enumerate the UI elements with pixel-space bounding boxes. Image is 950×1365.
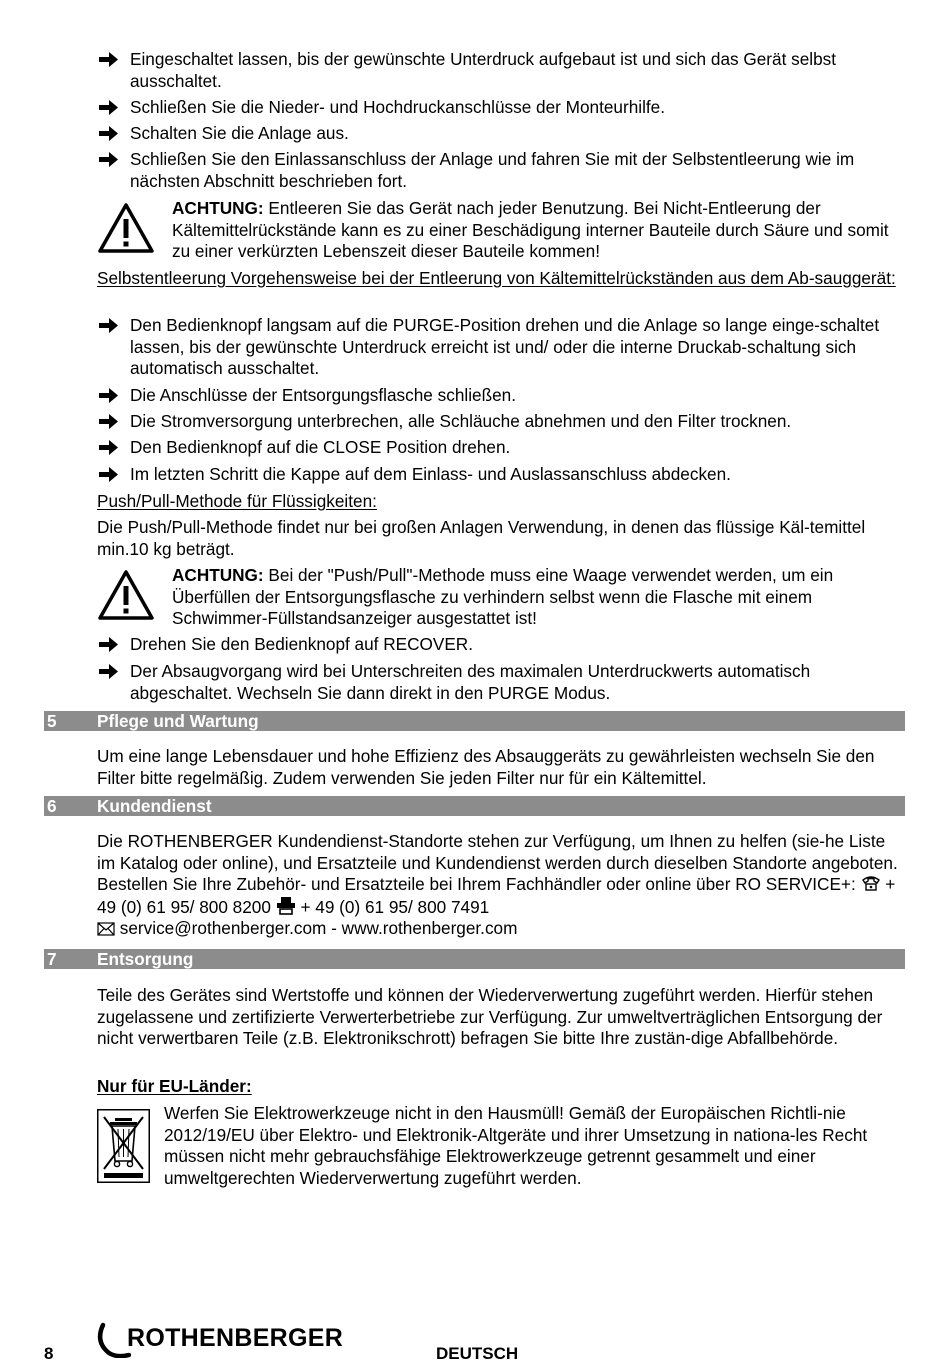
arrow-right-icon xyxy=(97,315,119,336)
bullet-text: Die Anschlüsse der Entsorgungsflasche schließen. xyxy=(130,385,516,405)
arrow-right-icon xyxy=(97,411,119,432)
arrow-right-icon xyxy=(97,97,119,118)
warning-box xyxy=(97,198,905,263)
eu-disposal-text: Werfen Sie Elektrowerkzeuge nicht in den Hausmüll! Gemäß der Europäischen Richtli-nie 2012/19/EU über Elektro- und Elektronik-Altgeräte und ihrer Umsetzung in nationa-les Recht müssen nicht mehr gebrauchsfähige Elektrowerkzeuge getrennt gesammelt und einer umweltgerechten Wiederverwertung zugeführt werden. xyxy=(164,1103,868,1188)
bullet-text: Im letzten Schritt die Kappe auf dem Einlass- und Auslassanschluss abdecken. xyxy=(130,464,731,484)
section-header-7 xyxy=(44,949,905,969)
bullet-text: Den Bedienknopf langsam auf die PURGE-Position drehen und die Anlage so lange einge-schaltet lassen, bis der gewünschte Unterdruck erreicht ist und/ oder die interne Druckab-schaltung sich automatisch ausschaltet. xyxy=(130,315,880,378)
eu-heading: Nur für EU-Länder: xyxy=(97,1076,252,1096)
intro-bullet xyxy=(97,123,905,145)
bullet-text: Die Stromversorgung unterbrechen, alle Schläuche abnehmen und den Filter trocknen. xyxy=(130,411,792,431)
self-empty-bullet xyxy=(97,464,905,486)
intro-bullet xyxy=(97,149,905,192)
arrow-right-icon xyxy=(97,49,119,70)
bullet-text: Der Absaugvorgang wird bei Unterschreiten des maximalen Unterdruckwerts automatisch abgeschaltet. Wechseln Sie dann direkt in den PURGE Modus. xyxy=(130,661,811,703)
warning-triangle-icon xyxy=(97,202,155,254)
self-empty-bullet xyxy=(97,315,905,380)
warning-box xyxy=(97,565,905,630)
bullet-text: Drehen Sie den Bedienknopf auf RECOVER. xyxy=(130,634,473,654)
self-empty-bullet xyxy=(97,437,905,459)
push-pull-heading: Push/Pull-Methode für Flüssigkeiten: xyxy=(97,491,377,511)
section-number: 7 xyxy=(47,949,57,969)
self-empty-bullet xyxy=(97,385,905,407)
push-pull-bullet xyxy=(97,661,905,704)
page-number: 8 xyxy=(44,1344,54,1363)
section6-text xyxy=(97,831,905,940)
section-number: 6 xyxy=(47,796,57,816)
push-pull-text: Die Push/Pull-Methode findet nur bei großen Anlagen Verwendung, in denen das flüssige Käl-temittel min.10 kg beträgt. xyxy=(97,517,866,559)
section5-text: Um eine lange Lebensdauer und hohe Effizienz des Absauggeräts zu gewährleisten wechseln Sie den Filter bitte regelmäßig. Zudem verwenden Sie jeden Filter nur für ein Kältemittel. xyxy=(97,746,875,788)
phone-icon xyxy=(861,875,881,892)
arrow-right-icon xyxy=(97,464,119,485)
section7-text: Teile des Gerätes sind Wertstoffe und können der Wiederverwertung zugeführt werden. Hierfür stehen zugelassene und zertifizierte Verwerterbetriebe zur Verfügung. Zur umweltverträglichen Entsorgung der nicht verwertbaren Teile (z.B. Elektronikschrott) befragen Sie bitte Ihre zustän-dige Abfallbehörde. xyxy=(97,985,883,1048)
section-number: 5 xyxy=(47,711,57,731)
mail-icon xyxy=(97,922,115,936)
phone-number: + 49 (0) 61 95/ 800 8200 xyxy=(97,874,896,917)
warning-text: Bei der "Push/Pull"-Methode muss eine Waage verwendet werden, um ein Überfüllen der Entsorgungsflasche zu verhindern selbst wenn die Flasche mit einem Schwimmer-Füllstandsanzeiger ausgestattet ist! xyxy=(172,565,834,628)
email-website: service@rothenberger.com - www.rothenberger.com xyxy=(115,918,518,938)
section-title: Pflege und Wartung xyxy=(97,711,259,731)
bullet-text: Schließen Sie die Nieder- und Hochdruckanschlüsse der Monteurhilfe. xyxy=(130,97,666,117)
arrow-right-icon xyxy=(97,123,119,144)
arrow-right-icon xyxy=(97,385,119,406)
arrow-right-icon xyxy=(97,149,119,170)
section-header-6 xyxy=(44,796,905,816)
brand-name: ROTHENBERGER xyxy=(127,1324,344,1352)
weee-bin-icon xyxy=(97,1109,150,1183)
warning-triangle-icon xyxy=(97,569,155,621)
section-title: Entsorgung xyxy=(97,949,194,969)
service-text: Die ROTHENBERGER Kundendienst-Standorte stehen zur Verfügung, um Ihnen zu helfen (sie-he Liste im Katalog oder online), und Ersatzteile und Kundendienst werden durch dieselben Standorte angeboten. Bestellen Sie Ihre Zubehör- und Ersatzteile bei Ihrem Fachhändler oder online über RO SERVICE+: xyxy=(97,831,898,894)
bullet-text: Den Bedienknopf auf die CLOSE Position drehen. xyxy=(130,437,511,457)
arrow-right-icon xyxy=(97,661,119,682)
fax-icon xyxy=(276,896,296,915)
warning-label: ACHTUNG: xyxy=(172,198,264,218)
section-title: Kundendienst xyxy=(97,796,212,816)
intro-bullet xyxy=(97,49,905,92)
warning-text: Entleeren Sie das Gerät nach jeder Benutzung. Bei Nicht-Entleerung der Kältemittelrückstände kann es zu einer Beschädigung interner Bauteile durch Säure und somit zu einer verkürzten Lebenszeit dieser Bauteile kommen! xyxy=(172,198,889,261)
language-label: DEUTSCH xyxy=(436,1344,519,1363)
warning-label: ACHTUNG: xyxy=(172,565,264,585)
self-empty-bullet xyxy=(97,411,905,433)
rothenberger-logo xyxy=(97,1322,347,1358)
section-header-5 xyxy=(44,711,905,731)
push-pull-bullet xyxy=(97,634,905,656)
intro-bullet xyxy=(97,97,905,119)
arrow-right-icon xyxy=(97,634,119,655)
arrow-right-icon xyxy=(97,437,119,458)
bullet-text: Schalten Sie die Anlage aus. xyxy=(130,123,349,143)
bullet-text: Schließen Sie den Einlassanschluss der Anlage und fahren Sie mit der Selbstentleerung wie im nächsten Abschnitt beschrieben fort. xyxy=(130,149,855,191)
fax-number: + 49 (0) 61 95/ 800 7491 xyxy=(295,896,490,917)
bullet-text: Eingeschaltet lassen, bis der gewünschte Unterdruck aufgebaut ist und sich das Gerät selbst ausschaltet. xyxy=(130,49,837,91)
logo-swoosh-icon xyxy=(97,1322,131,1358)
self-empty-heading: Selbstentleerung Vorgehensweise bei der Entleerung von Kältemittelrückständen aus dem Ab-sauggerät: xyxy=(97,268,896,288)
